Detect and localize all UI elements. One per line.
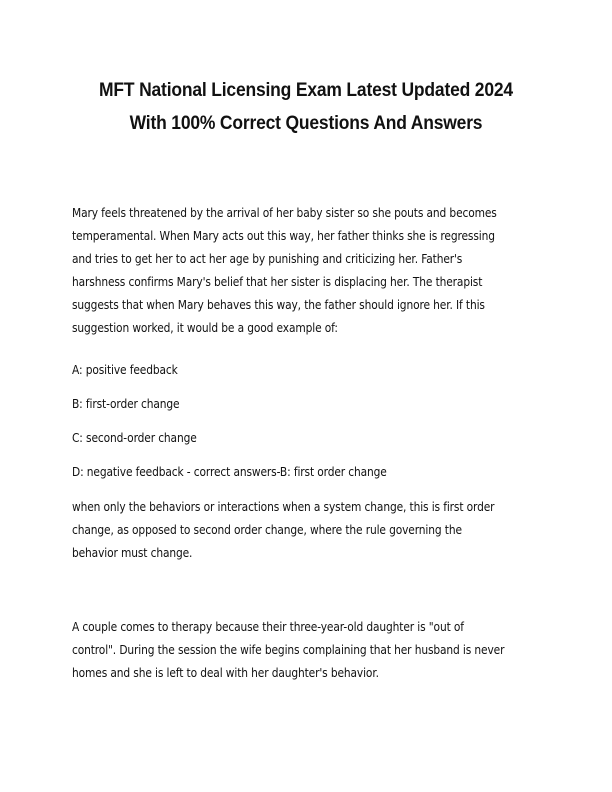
question-1-option-c: C: second-order change [72,430,197,445]
question-2-line: homes and she is left to deal with her daughter's behavior. [72,665,379,680]
question-1-line: Mary feels threatened by the arrival of her baby sister so she pouts and becomes [72,205,497,220]
explanation-line: behavior must change. [72,545,193,560]
title-line-2: With 100% Correct Questions And Answers [129,113,483,134]
explanation-line: change, as opposed to second order change, where the rule governing the [72,522,462,537]
question-1-explanation [72,495,552,564]
question-1-option-a: A: positive feedback [72,362,178,377]
document-title [61,74,550,140]
question-1-line: suggests that when Mary behaves this way, the father should ignore her. If this [72,297,485,312]
question-1-line: temperamental. When Mary acts out this way, her father thinks she is regressing [72,228,495,243]
title-line-1: MFT National Licensing Exam Latest Updated 2024 [99,80,513,101]
question-2-line: control". During the session the wife begins complaining that her husband is never [72,642,505,657]
question-1-line: harshness confirms Mary's belief that her sister is displacing her. The therapist [72,274,483,289]
question-2-line: A couple comes to therapy because their three-year-old daughter is "out of [72,619,464,634]
question-1-option-b: B: first-order change [72,396,180,411]
explanation-line: when only the behaviors or interactions when a system change, this is first order [72,499,495,514]
question-2-stem [72,615,552,684]
question-1-line: and tries to get her to act her age by punishing and criticizing her. Father's [72,251,463,266]
question-1-line: suggestion worked, it would be a good example of: [72,320,338,335]
question-1-option-d-answer: D: negative feedback - correct answers-B: first order change [72,464,387,479]
question-1-stem [72,201,552,339]
